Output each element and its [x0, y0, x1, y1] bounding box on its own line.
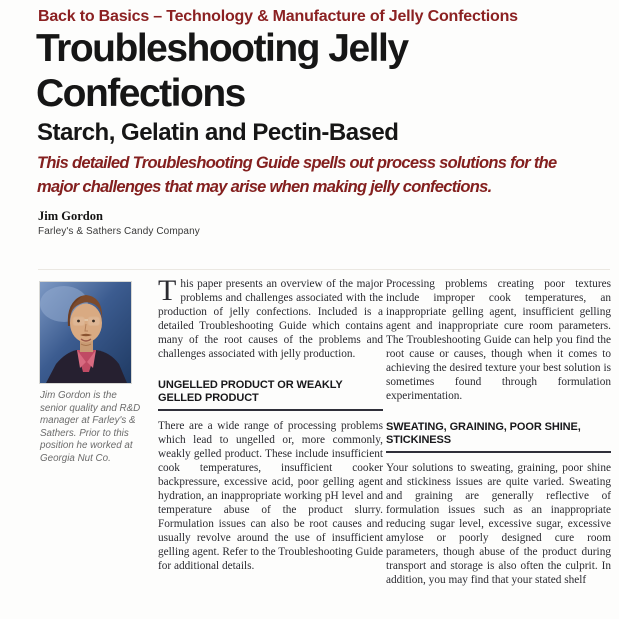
author-affiliation: Farley's & Sathers Candy Company [38, 226, 200, 237]
column-left [158, 274, 383, 573]
section-heading-sweating-graining: SWEATING, GRAINING, POOR SHINE, STICKINESS [386, 421, 611, 453]
photo-caption: Jim Gordon is the senior quality and R&D manager at Farley's & Sathers. Prior to this position he worked at Georgia Nut Co. [40, 390, 141, 464]
author-photo [40, 282, 131, 383]
drop-cap: T [158, 274, 177, 307]
article-deck: This detailed Troubleshooting Guide spells out process solutions for the major challenges that may arise when making jelly confections. [37, 154, 557, 196]
sweating-graining-paragraph: Your solutions to sweating, graining, poor shine and stickiness issues are quite varied. Sweating and graining are generally reflective of formulation issues such as an inappropriate reducing sugar level, excessive sugar, excessive amylose or poorly designed cure room parameters, though abuse of the product during transport and storage is also often the culprit. In addition, you may find that your stated shelf [386, 462, 611, 586]
poor-textures-paragraph: Processing problems creating poor textures include improper cook temperatures, an inappropriate gelling agent, insufficient gelling agent and inappropriate cure room parameters. The Troubleshooting Guide can help you find the root cause or causes, though when it comes to achieving the desired texture your best solution is sometimes found through formulation experimentation. [386, 278, 611, 402]
intro-paragraph [158, 274, 383, 361]
ungelled-product-paragraph: There are a wide range of processing problems which lead to ungelled or, more commonly, weakly gelled product. These include insufficient cook temperatures, insufficient cooker backpressure, excessive acid, poor gelling agent hydration, an inappropriate working pH level and temperature abuse of the product slurry. Formulation issues can also be root causes and usually revolve around the use of insufficient gelling agent. Refer to the Troubleshooting Guide for additional details. [158, 420, 383, 572]
intro-text: his paper presents an overview of the major problems and challenges associated with the production of jelly confections. Included is a detailed Troubleshooting Guide which contains many of the root causes of the problems and challenges associated with jelly production. [158, 278, 383, 360]
series-kicker: Back to Basics – Technology & Manufacture of Jelly Confections [38, 8, 518, 25]
header-divider [38, 269, 610, 270]
author-portrait-illustration [40, 282, 131, 383]
article-subtitle: Starch, Gelatin and Pectin-Based [37, 119, 399, 146]
section-heading-ungelled-product: UNGELLED PRODUCT OR WEAKLY GELLED PRODUCT [158, 379, 383, 411]
author-name: Jim Gordon [38, 209, 103, 223]
article-title: Troubleshooting Jelly Confections [36, 27, 408, 115]
column-right [386, 277, 611, 587]
